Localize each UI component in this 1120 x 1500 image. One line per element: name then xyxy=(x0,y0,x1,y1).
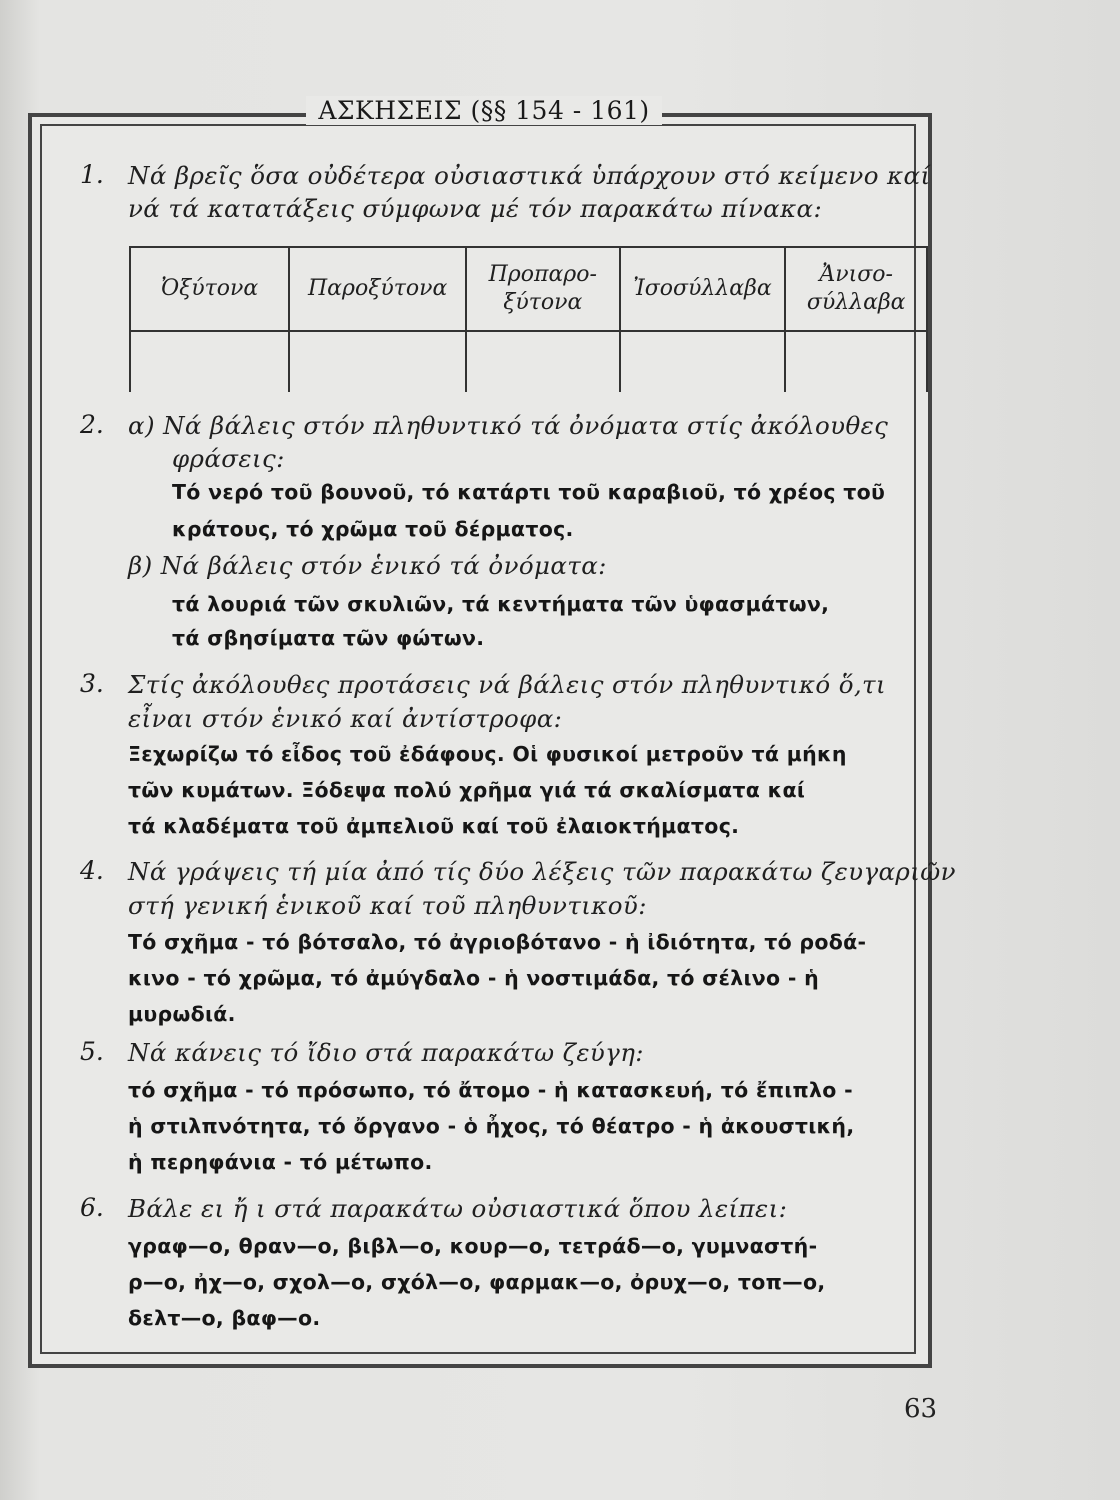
exercise-2-number: 2. xyxy=(80,410,104,439)
exercise-1-instruction-line1: Νά βρεῖς ὅσα οὐδέτερα οὐσιαστικά ὑπάρχουν στό κείμενο καί xyxy=(128,161,931,190)
exercise-3-number: 3. xyxy=(80,669,104,698)
exercise-6-text-line1: γραφ—ο, θραν—ο, βιβλ—ο, κουρ—ο, τετράδ—ο, γυμναστή- xyxy=(128,1234,818,1258)
table-header: Παροξύτονα xyxy=(289,247,466,331)
exercise-2b-text-line1: τά λουριά τῶν σκυλιῶν, τά κεντήματα τῶν ὑφασμάτων, xyxy=(172,592,830,616)
exercise-3-text-line3: τά κλαδέματα τοῦ ἀμπελιοῦ καί τοῦ ἐλαιοκτήματος. xyxy=(128,814,740,838)
table-cell xyxy=(289,331,466,392)
exercise-2a-text-line1: Τό νερό τοῦ βουνοῦ, τό κατάρτι τοῦ καραβιοῦ, τό χρέος τοῦ xyxy=(172,480,886,504)
table-header: Προπαρο- ξύτονα xyxy=(466,247,620,331)
table-cell xyxy=(785,331,927,392)
exercise-4-text-line3: μυρωδιά. xyxy=(128,1002,236,1026)
exercise-5-number: 5. xyxy=(80,1037,104,1066)
exercise-6-instruction: Βάλε ει ἤ ι στά παρακάτω οὐσιαστικά ὅπου λείπει: xyxy=(128,1194,788,1223)
exercise-2a-instruction-line2: φράσεις: xyxy=(172,444,285,473)
exercise-4-text-line2: κινο - τό χρῶμα, τό ἀμύγδαλο - ἡ νοστιμάδα, τό σέλινο - ἡ xyxy=(128,966,820,990)
table-cell xyxy=(620,331,786,392)
exercise-5-text-line2: ἡ στιλπνότητα, τό ὄργανο - ὁ ἦχος, τό θέατρο - ἡ ἀκουστική, xyxy=(128,1114,855,1138)
exercise-2b-text-line2: τά σβησίματα τῶν φώτων. xyxy=(172,626,485,650)
exercise-4-number: 4. xyxy=(80,856,104,885)
exercise-5-instruction: Νά κάνεις τό ἴδιο στά παρακάτω ζεύγη: xyxy=(128,1038,644,1067)
exercise-2a-instruction-line1: α) Νά βάλεις στόν πληθυντικό τά ὀνόματα στίς ἀκόλουθες xyxy=(128,411,889,440)
exercise-6-text-line2: ρ—ο, ἠχ—ο, σχολ—ο, σχόλ—ο, φαρμακ—ο, ὀρυχ—ο, τοπ—ο, xyxy=(128,1270,826,1294)
exercise-5-text-line1: τό σχῆμα - τό πρόσωπο, τό ἄτομο - ἡ κατασκευή, τό ἔπιπλο - xyxy=(128,1078,853,1102)
exercise-3-instruction-line1: Στίς ἀκόλουθες προτάσεις νά βάλεις στόν πληθυντικό ὅ,τι xyxy=(128,670,887,699)
table-header: Ὀξύτονα xyxy=(130,247,289,331)
exercise-5-text-line3: ἡ περηφάνια - τό μέτωπο. xyxy=(128,1150,433,1174)
exercise-box-title: ΑΣΚΗΣΕΙΣ (§§ 154 - 161) xyxy=(0,96,968,125)
exercise-1-instruction-line2: νά τά κατατάξεις σύμφωνα μέ τόν παρακάτω πίνακα: xyxy=(128,194,823,223)
exercise-4-text-line1: Τό σχῆμα - τό βότσαλο, τό ἀγριοβότανο - ἡ ἰδιότητα, τό ροδά- xyxy=(128,930,867,954)
table-header: Ἀνισο- σύλλαβα xyxy=(785,247,927,331)
exercise-2b-instruction: β) Νά βάλεις στόν ἑνικό τά ὀνόματα: xyxy=(128,551,607,580)
exercise-3-text-line1: Ξεχωρίζω τό εἶδος τοῦ ἐδάφους. Οἱ φυσικοί μετροῦν τά μήκη xyxy=(128,742,847,766)
exercise-1-table xyxy=(129,246,928,392)
exercise-6-text-line3: δελτ—ο, βαφ—ο. xyxy=(128,1306,321,1330)
exercise-1-number: 1. xyxy=(80,160,104,189)
exercise-2a-text-line2: κράτους, τό χρῶμα τοῦ δέρματος. xyxy=(172,517,574,541)
exercise-3-text-line2: τῶν κυμάτων. Ξόδεψα πολύ χρῆμα γιά τά σκαλίσματα καί xyxy=(128,778,806,802)
table-header: Ἰσοσύλλαβα xyxy=(620,247,786,331)
exercise-4-instruction-line2: στή γενική ἑνικοῦ καί τοῦ πληθυντικοῦ: xyxy=(128,891,647,920)
table-cell xyxy=(466,331,620,392)
page-number: 63 xyxy=(904,1394,938,1424)
table-cell xyxy=(130,331,289,392)
exercise-content xyxy=(40,124,956,1330)
exercise-6-number: 6. xyxy=(80,1193,104,1222)
exercise-4-instruction-line1: Νά γράψεις τή μία ἀπό τίς δύο λέξεις τῶν παρακάτω ζευγαριῶν xyxy=(128,857,956,886)
exercise-3-instruction-line2: εἶναι στόν ἑνικό καί ἀντίστροφα: xyxy=(128,704,563,733)
